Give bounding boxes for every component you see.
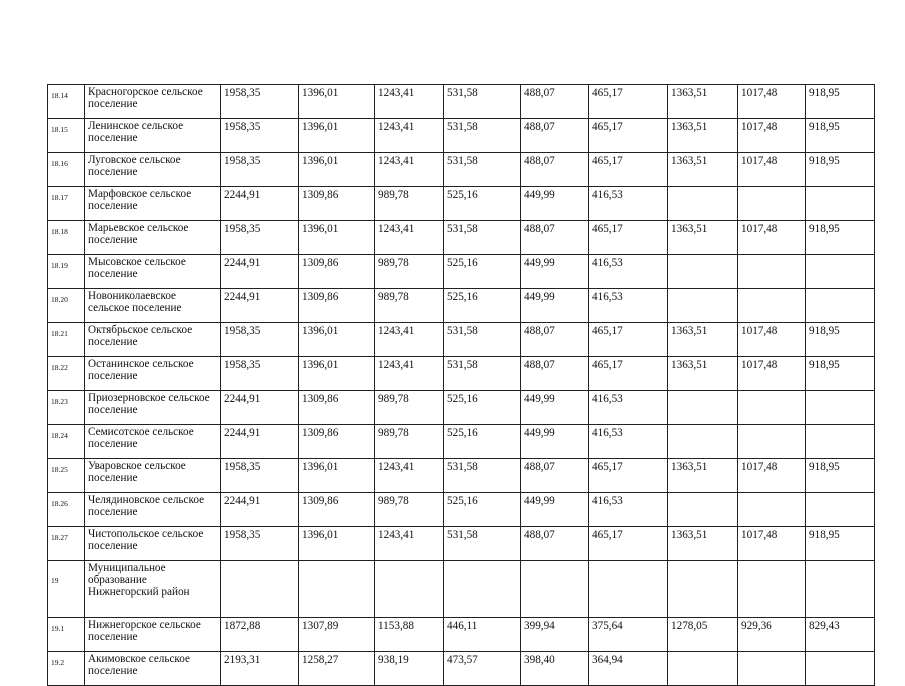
- settlement-name-cell: Уваровское сельское поселение: [85, 459, 221, 493]
- value-cell: 1363,51: [668, 459, 738, 493]
- value-cell: [668, 652, 738, 686]
- value-cell: 1363,51: [668, 153, 738, 187]
- value-cell: 531,58: [444, 323, 521, 357]
- row-number-cell: 18.23: [48, 391, 85, 425]
- value-cell: 531,58: [444, 459, 521, 493]
- value-cell: 1309,86: [299, 255, 375, 289]
- value-cell: 918,95: [806, 323, 875, 357]
- settlement-name-cell: Ленинское сельское поселение: [85, 119, 221, 153]
- value-cell: 1363,51: [668, 119, 738, 153]
- value-cell: 1017,48: [738, 357, 806, 391]
- value-cell: 1363,51: [668, 221, 738, 255]
- value-cell: 488,07: [521, 527, 589, 561]
- value-cell: 416,53: [589, 187, 668, 221]
- value-cell: 525,16: [444, 391, 521, 425]
- value-cell: 1309,86: [299, 187, 375, 221]
- value-cell: 829,43: [806, 618, 875, 652]
- value-cell: 989,78: [375, 255, 444, 289]
- table-row: [48, 323, 875, 357]
- table-row: [48, 153, 875, 187]
- value-cell: 449,99: [521, 255, 589, 289]
- value-cell: 1258,27: [299, 652, 375, 686]
- value-cell: 525,16: [444, 493, 521, 527]
- value-cell: 375,64: [589, 618, 668, 652]
- value-cell: [668, 187, 738, 221]
- value-cell: 531,58: [444, 119, 521, 153]
- value-cell: 1396,01: [299, 323, 375, 357]
- value-cell: 449,99: [521, 187, 589, 221]
- value-cell: 525,16: [444, 255, 521, 289]
- value-cell: 488,07: [521, 323, 589, 357]
- settlement-name-cell: Марьевское сельское поселение: [85, 221, 221, 255]
- value-cell: [806, 425, 875, 459]
- row-number-cell: 18.19: [48, 255, 85, 289]
- tariff-table: [47, 84, 875, 686]
- value-cell: 918,95: [806, 527, 875, 561]
- value-cell: 2244,91: [221, 391, 299, 425]
- value-cell: 1958,35: [221, 527, 299, 561]
- value-cell: 1017,48: [738, 323, 806, 357]
- settlement-name-cell: Марфовское сельское поселение: [85, 187, 221, 221]
- value-cell: [521, 561, 589, 618]
- row-number-cell: 19: [48, 561, 85, 618]
- value-cell: 364,94: [589, 652, 668, 686]
- value-cell: 1017,48: [738, 221, 806, 255]
- value-cell: 929,36: [738, 618, 806, 652]
- value-cell: 1243,41: [375, 85, 444, 119]
- value-cell: 449,99: [521, 425, 589, 459]
- value-cell: 531,58: [444, 153, 521, 187]
- value-cell: [668, 289, 738, 323]
- value-cell: 1396,01: [299, 119, 375, 153]
- value-cell: 1363,51: [668, 323, 738, 357]
- value-cell: 488,07: [521, 119, 589, 153]
- value-cell: 531,58: [444, 85, 521, 119]
- value-cell: 989,78: [375, 187, 444, 221]
- value-cell: 1396,01: [299, 85, 375, 119]
- value-cell: 465,17: [589, 153, 668, 187]
- table-row: [48, 561, 875, 618]
- value-cell: 1396,01: [299, 459, 375, 493]
- settlement-name-cell: Чистопольское сельское поселение: [85, 527, 221, 561]
- value-cell: [738, 391, 806, 425]
- value-cell: [668, 561, 738, 618]
- settlement-name-cell: Новониколаевское сельское поселение: [85, 289, 221, 323]
- row-number-cell: 18.14: [48, 85, 85, 119]
- value-cell: 488,07: [521, 221, 589, 255]
- value-cell: 449,99: [521, 391, 589, 425]
- value-cell: 1396,01: [299, 221, 375, 255]
- value-cell: 938,19: [375, 652, 444, 686]
- value-cell: 465,17: [589, 527, 668, 561]
- table-row: [48, 618, 875, 652]
- value-cell: [668, 493, 738, 527]
- value-cell: 525,16: [444, 187, 521, 221]
- settlement-name-cell: Мысовское сельское поселение: [85, 255, 221, 289]
- value-cell: 1958,35: [221, 153, 299, 187]
- row-number-cell: 18.26: [48, 493, 85, 527]
- value-cell: 1243,41: [375, 459, 444, 493]
- value-cell: [806, 187, 875, 221]
- row-number-cell: 18.21: [48, 323, 85, 357]
- value-cell: 398,40: [521, 652, 589, 686]
- value-cell: 473,57: [444, 652, 521, 686]
- value-cell: 918,95: [806, 459, 875, 493]
- value-cell: 488,07: [521, 85, 589, 119]
- value-cell: [589, 561, 668, 618]
- value-cell: 2244,91: [221, 289, 299, 323]
- value-cell: 465,17: [589, 357, 668, 391]
- value-cell: [375, 561, 444, 618]
- settlement-name-cell: Луговское сельское поселение: [85, 153, 221, 187]
- row-number-cell: 18.20: [48, 289, 85, 323]
- value-cell: 1017,48: [738, 153, 806, 187]
- value-cell: 2244,91: [221, 493, 299, 527]
- row-number-cell: 18.16: [48, 153, 85, 187]
- value-cell: 1958,35: [221, 119, 299, 153]
- value-cell: 416,53: [589, 255, 668, 289]
- value-cell: [738, 255, 806, 289]
- value-cell: 416,53: [589, 289, 668, 323]
- value-cell: 1153,88: [375, 618, 444, 652]
- value-cell: [738, 187, 806, 221]
- value-cell: 465,17: [589, 323, 668, 357]
- value-cell: 1309,86: [299, 391, 375, 425]
- table-row: [48, 187, 875, 221]
- value-cell: 1307,89: [299, 618, 375, 652]
- value-cell: 2244,91: [221, 425, 299, 459]
- value-cell: 1396,01: [299, 357, 375, 391]
- value-cell: [806, 493, 875, 527]
- table-row: [48, 357, 875, 391]
- value-cell: 1958,35: [221, 357, 299, 391]
- value-cell: 416,53: [589, 425, 668, 459]
- value-cell: 1017,48: [738, 119, 806, 153]
- table-row: [48, 652, 875, 686]
- value-cell: 488,07: [521, 459, 589, 493]
- settlement-name-cell: Семисотское сельское поселение: [85, 425, 221, 459]
- value-cell: 1309,86: [299, 289, 375, 323]
- value-cell: 525,16: [444, 425, 521, 459]
- value-cell: [738, 425, 806, 459]
- value-cell: 416,53: [589, 493, 668, 527]
- value-cell: 918,95: [806, 221, 875, 255]
- value-cell: 1017,48: [738, 527, 806, 561]
- value-cell: [806, 561, 875, 618]
- value-cell: 446,11: [444, 618, 521, 652]
- settlement-name-cell: Нижнегорское сельское поселение: [85, 618, 221, 652]
- value-cell: [444, 561, 521, 618]
- table-row: [48, 221, 875, 255]
- settlement-name-cell: Акимовское сельское поселение: [85, 652, 221, 686]
- settlement-name-cell: Останинское сельское поселение: [85, 357, 221, 391]
- value-cell: [668, 255, 738, 289]
- value-cell: 989,78: [375, 493, 444, 527]
- value-cell: 2193,31: [221, 652, 299, 686]
- value-cell: 989,78: [375, 425, 444, 459]
- value-cell: 1243,41: [375, 323, 444, 357]
- value-cell: [738, 561, 806, 618]
- value-cell: 989,78: [375, 391, 444, 425]
- settlement-name-cell: Красногорское сельское поселение: [85, 85, 221, 119]
- value-cell: 449,99: [521, 289, 589, 323]
- value-cell: [806, 289, 875, 323]
- row-number-cell: 18.17: [48, 187, 85, 221]
- value-cell: [738, 289, 806, 323]
- value-cell: 2244,91: [221, 255, 299, 289]
- value-cell: 1243,41: [375, 153, 444, 187]
- value-cell: 1309,86: [299, 425, 375, 459]
- value-cell: 918,95: [806, 357, 875, 391]
- value-cell: [221, 561, 299, 618]
- table-row: [48, 255, 875, 289]
- table-row: [48, 493, 875, 527]
- row-number-cell: 18.15: [48, 119, 85, 153]
- row-number-cell: 18.18: [48, 221, 85, 255]
- value-cell: 1958,35: [221, 85, 299, 119]
- value-cell: 1278,05: [668, 618, 738, 652]
- value-cell: 531,58: [444, 357, 521, 391]
- value-cell: 488,07: [521, 153, 589, 187]
- value-cell: 918,95: [806, 153, 875, 187]
- table-row: [48, 425, 875, 459]
- value-cell: 488,07: [521, 357, 589, 391]
- table-row: [48, 527, 875, 561]
- value-cell: [806, 391, 875, 425]
- row-number-cell: 18.24: [48, 425, 85, 459]
- value-cell: 465,17: [589, 85, 668, 119]
- value-cell: 1309,86: [299, 493, 375, 527]
- value-cell: 1243,41: [375, 527, 444, 561]
- row-number-cell: 18.27: [48, 527, 85, 561]
- table-row: [48, 459, 875, 493]
- value-cell: 525,16: [444, 289, 521, 323]
- value-cell: 1396,01: [299, 153, 375, 187]
- settlement-name-cell: Приозерновское сельское поселение: [85, 391, 221, 425]
- value-cell: [806, 255, 875, 289]
- value-cell: 399,94: [521, 618, 589, 652]
- value-cell: 1872,88: [221, 618, 299, 652]
- value-cell: 1363,51: [668, 527, 738, 561]
- value-cell: [299, 561, 375, 618]
- settlement-name-cell: Октябрьское сельское поселение: [85, 323, 221, 357]
- value-cell: 465,17: [589, 459, 668, 493]
- row-number-cell: 19.1: [48, 618, 85, 652]
- value-cell: [738, 493, 806, 527]
- value-cell: 1017,48: [738, 459, 806, 493]
- value-cell: 1243,41: [375, 119, 444, 153]
- value-cell: 465,17: [589, 119, 668, 153]
- row-number-cell: 18.22: [48, 357, 85, 391]
- value-cell: 989,78: [375, 289, 444, 323]
- value-cell: [668, 425, 738, 459]
- value-cell: 449,99: [521, 493, 589, 527]
- value-cell: 531,58: [444, 221, 521, 255]
- value-cell: [806, 652, 875, 686]
- value-cell: 1958,35: [221, 459, 299, 493]
- value-cell: 918,95: [806, 119, 875, 153]
- settlement-name-cell: Муниципальное образование Нижнегорский район: [85, 561, 221, 618]
- table-body: [48, 85, 875, 686]
- value-cell: 1363,51: [668, 357, 738, 391]
- value-cell: 1243,41: [375, 221, 444, 255]
- settlement-name-cell: Челядиновское сельское поселение: [85, 493, 221, 527]
- row-number-cell: 19.2: [48, 652, 85, 686]
- value-cell: 531,58: [444, 527, 521, 561]
- value-cell: 465,17: [589, 221, 668, 255]
- table-row: [48, 391, 875, 425]
- value-cell: 1243,41: [375, 357, 444, 391]
- value-cell: 1017,48: [738, 85, 806, 119]
- table-row: [48, 85, 875, 119]
- table-row: [48, 289, 875, 323]
- value-cell: 416,53: [589, 391, 668, 425]
- value-cell: 1958,35: [221, 221, 299, 255]
- value-cell: 1958,35: [221, 323, 299, 357]
- value-cell: 1363,51: [668, 85, 738, 119]
- value-cell: [668, 391, 738, 425]
- value-cell: 1396,01: [299, 527, 375, 561]
- value-cell: 918,95: [806, 85, 875, 119]
- table-row: [48, 119, 875, 153]
- row-number-cell: 18.25: [48, 459, 85, 493]
- value-cell: 2244,91: [221, 187, 299, 221]
- value-cell: [738, 652, 806, 686]
